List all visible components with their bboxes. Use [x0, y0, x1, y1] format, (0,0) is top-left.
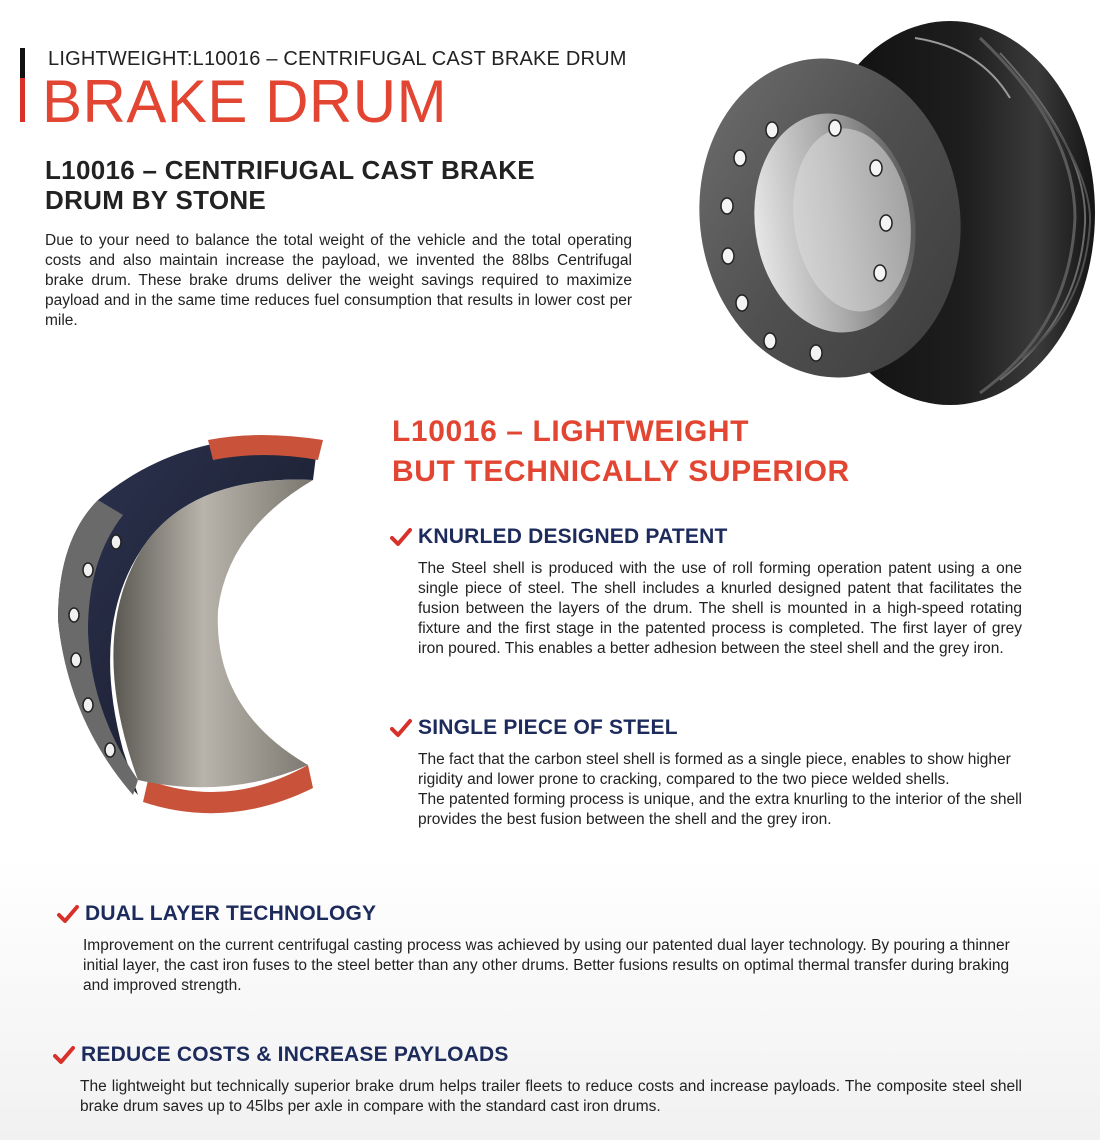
- section-text: [418, 559, 1022, 659]
- checkmark-icon: [57, 903, 79, 925]
- section-title: DUAL LAYER TECHNOLOGY: [85, 902, 377, 925]
- checkmark-icon: [53, 1044, 75, 1066]
- page-subtitle: LIGHTWEIGHT:L10016 – CENTRIFUGAL CAST BRAKE DRUM: [48, 48, 627, 70]
- page-title: BRAKE DRUM: [42, 68, 448, 135]
- section-header: [53, 1043, 1033, 1067]
- section-title: KNURLED DESIGNED PATENT: [418, 525, 728, 548]
- accent-bar-red: [20, 78, 25, 122]
- section-title: REDUCE COSTS & INCREASE PAYLOADS: [81, 1043, 509, 1066]
- feature-heading-line2: BUT TECHNICALLY SUPERIOR: [392, 455, 850, 488]
- section-paragraph: The patented forming process is unique, and the extra knurling to the interior of the shell provides the best fusion between the shell and the grey iron.: [418, 791, 1022, 828]
- checkmark-icon: [390, 526, 412, 548]
- accent-bar-black: [20, 48, 25, 78]
- brake-drum-cutaway-image: [28, 420, 348, 830]
- section-paragraph: The lightweight but technically superior brake drum helps trailer fleets to reduce costs and increase payloads. The composite steel shell brake drum saves up to 45lbs per axle in compare with the standard cast iron drums.: [80, 1078, 1022, 1115]
- section-paragraph: The fact that the carbon steel shell is formed as a single piece, enables to show higher rigidity and lower prone to cracking, compared to the two piece welded shells.: [418, 751, 1011, 788]
- feature-heading-line1: L10016 – LIGHTWEIGHT: [392, 415, 750, 448]
- feature-heading: [392, 412, 952, 492]
- section-text: [418, 750, 1022, 830]
- section-title: SINGLE PIECE OF STEEL: [418, 716, 678, 739]
- checkmark-icon: [390, 717, 412, 739]
- section-header: [390, 716, 1030, 740]
- intro-text: Due to your need to balance the total weight of the vehicle and the total operating costs and also maintain increase the payload, we invented the 88lbs Centrifugal brake drum. These brake drums deliver the weight savings required to maximize payload and in the same time reduces fuel consumption that results in lower cost per mile.: [45, 232, 632, 329]
- intro-heading: L10016 – CENTRIFUGAL CAST BRAKE DRUM BY STONE: [45, 155, 535, 215]
- section-reduce-costs: [53, 1043, 1033, 1117]
- section-header: [57, 902, 1037, 926]
- section-knurled: [390, 525, 1030, 659]
- section-paragraph: Improvement on the current centrifugal casting process was achieved by using our patented dual layer technology. By pouring a thinner initial layer, the cast iron fuses to the steel better than any other drums. Better fusions results on optimal thermal transfer during braking and improved strength.: [83, 937, 1010, 994]
- section-header: [390, 525, 1030, 549]
- section-text: [83, 936, 1027, 996]
- section-dual-layer: [57, 902, 1037, 996]
- section-paragraph: The Steel shell is produced with the use of roll forming operation patent using a one single piece of steel. The shell includes a knurled designed patent that facilitates the fusion between the layers of the drum. The shell is mounted in a high-speed rotating fixture and the first stage in the patented process is completed. The first layer of grey iron poured. This enables a better adhesion between the steel shell and the grey iron.: [418, 560, 1022, 657]
- section-single-piece: [390, 716, 1030, 830]
- section-text: [80, 1077, 1022, 1117]
- brake-drum-image: [680, 8, 1100, 418]
